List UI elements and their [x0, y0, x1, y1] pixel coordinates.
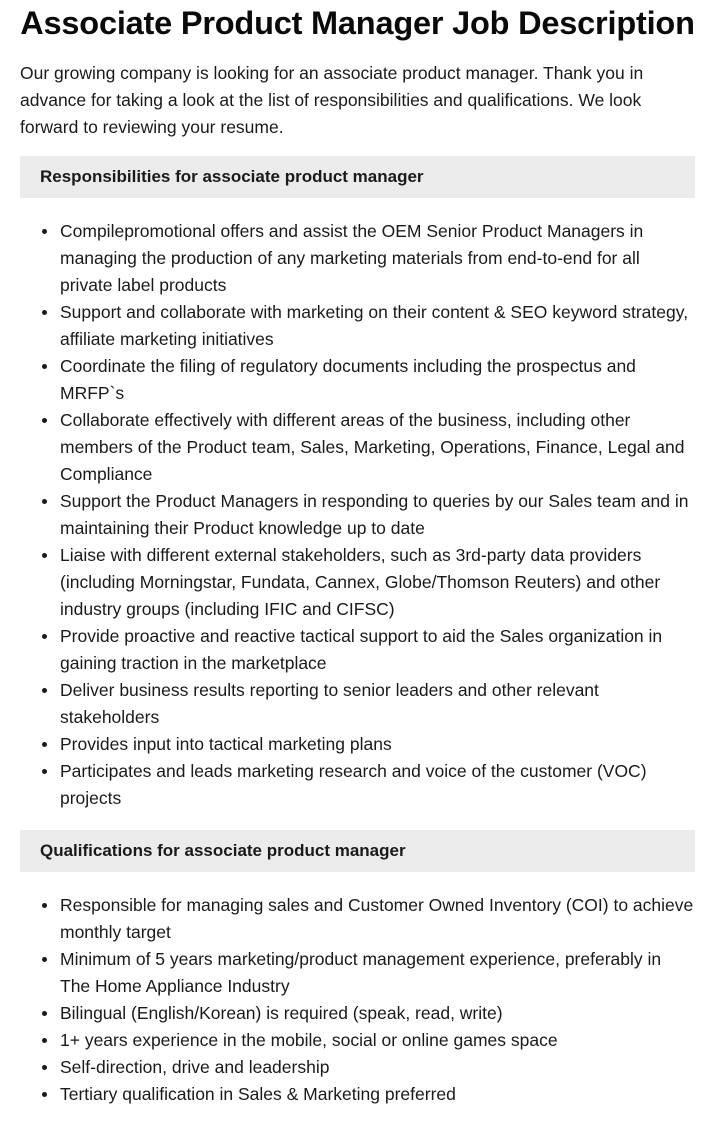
- list-item: Self-direction, drive and leadership: [60, 1054, 695, 1081]
- list-item: Collaborate effectively with different areas of the business, including other members of the Product team, Sales, Marketing, Operations, Finance, Legal and Compliance: [60, 407, 695, 488]
- list-item: Minimum of 5 years marketing/product management experience, preferably in The Home Appliance Industry: [60, 946, 695, 1000]
- list-item: Provide proactive and reactive tactical support to aid the Sales organization in gaining traction in the marketplace: [60, 623, 695, 677]
- list-item: Bilingual (English/Korean) is required (speak, read, write): [60, 1000, 695, 1027]
- responsibilities-heading: Responsibilities for associate product manager: [20, 156, 695, 198]
- list-item: Tertiary qualification in Sales & Marketing preferred: [60, 1081, 695, 1108]
- list-item: 1+ years experience in the mobile, social or online games space: [60, 1027, 695, 1054]
- list-item: Liaise with different external stakeholders, such as 3rd-party data providers (including Morningstar, Fundata, Cannex, Globe/Thomson Reuters) and other industry groups (including IFIC and CIFSC): [60, 542, 695, 623]
- qualifications-list: [20, 892, 695, 1108]
- list-item: Support and collaborate with marketing on their content & SEO keyword strategy, affiliate marketing initiatives: [60, 299, 695, 353]
- page-title: Associate Product Manager Job Description: [20, 5, 695, 41]
- intro-paragraph: Our growing company is looking for an associate product manager. Thank you in advance for taking a look at the list of responsibilities and qualifications. We look forward to reviewing your resume.: [20, 63, 644, 137]
- list-item: Participates and leads marketing research and voice of the customer (VOC) projects: [60, 758, 695, 812]
- qualifications-heading: Qualifications for associate product manager: [20, 830, 695, 872]
- list-item: Compilepromotional offers and assist the OEM Senior Product Managers in managing the production of any marketing materials from end-to-end for all private label products: [60, 218, 695, 299]
- list-item: Responsible for managing sales and Customer Owned Inventory (COI) to achieve monthly target: [60, 892, 695, 946]
- responsibilities-list: [20, 218, 695, 812]
- list-item: Deliver business results reporting to senior leaders and other relevant stakeholders: [60, 677, 695, 731]
- list-item: Provides input into tactical marketing plans: [60, 731, 695, 758]
- list-item: Support the Product Managers in responding to queries by our Sales team and in maintaining their Product knowledge up to date: [60, 488, 695, 542]
- list-item: Coordinate the filing of regulatory documents including the prospectus and MRFP`s: [60, 353, 695, 407]
